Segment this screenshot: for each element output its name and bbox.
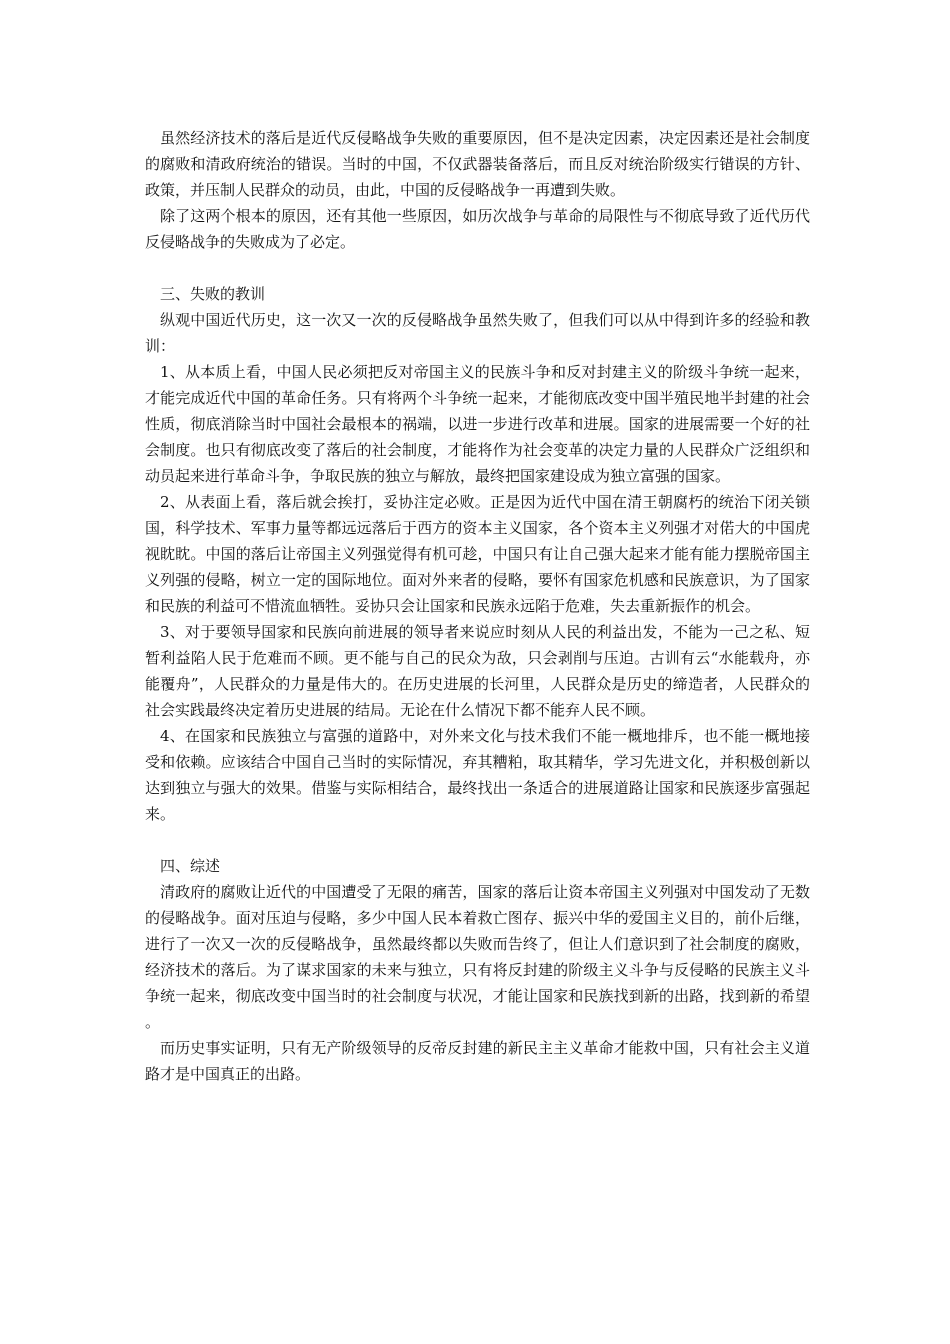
paragraph-lesson-2: 2、从表面上看，落后就会挨打，妥协注定必败。正是因为近代中国在清王朝腐朽的统治下闭关锁国，科学技术、军事力量等都远远落后于西方的资本主义国家，各个资本主义列强才对偌大的中国虎视眈眈。中国的落后让帝国主义列强觉得有机可趁，中国只有让自己强大起来才能有能力摆脱帝国主义列强的侵略，树立一定的国际地位。面对外来者的侵略，要怀有国家危机感和民族意识，为了国家和民族的利益可不惜流血牺牲。妥协只会让国家和民族永远陷于危难，失去重新振作的机会。 xyxy=(145,493,810,615)
section-gap xyxy=(145,255,810,281)
paragraph-lessons-intro: 纵观中国近代历史，这一次又一次的反侵略战争虽然失败了，但我们可以从中得到许多的经验和教训： xyxy=(145,311,810,355)
paragraph-summary-2: 而历史事实证明，只有无产阶级领导的反帝反封建的新民主主义革命才能救中国，只有社会主义道路才是中国真正的出路。 xyxy=(145,1039,810,1083)
paragraph-other-causes: 除了这两个根本的原因，还有其他一些原因，如历次战争与革命的局限性与不彻底导致了近代历代反侵略战争的失败成为了必定。 xyxy=(145,207,810,251)
section-heading-lessons: 三、失败的教训 xyxy=(160,285,266,303)
document-page xyxy=(145,125,810,1087)
paragraph-summary-1: 清政府的腐败让近代的中国遭受了无限的痛苦，国家的落后让资本帝国主义列强对中国发动了无数的侵略战争。面对压迫与侵略，多少中国人民本着救亡图存、振兴中华的爱国主义目的，前仆后继，进行了一次又一次的反侵略战争，虽然最终都以失败而告终了，但让人们意识到了社会制度的腐败，经济技术的落后。为了谋求国家的未来与独立，只有将反封建的阶级主义斗争与反侵略的民族主义斗争统一起来，彻底改变中国当时的社会制度与状况，才能让国家和民族找到新的出路，找到新的希望。 xyxy=(145,883,810,1031)
section-gap xyxy=(145,827,810,853)
paragraph-lesson-3: 3、对于要领导国家和民族向前进展的领导者来说应时刻从人民的利益出发，不能为一己之私、短暂利益陷人民于危难而不顾。更不能与自己的民众为敌，只会剥削与压迫。古训有云“水能载舟，亦能覆舟”，人民群众的力量是伟大的。在历史进展的长河里，人民群众是历史的缔造者，人民群众的社会实践最终决定着历史进展的结局。无论在什么情况下都不能弃人民不顾。 xyxy=(145,623,810,719)
section-heading-summary: 四、综述 xyxy=(160,857,221,875)
paragraph-lesson-1: 1、从本质上看，中国人民必须把反对帝国主义的民族斗争和反对封建主义的阶级斗争统一起来，才能完成近代中国的革命任务。只有将两个斗争统一起来，才能彻底改变中国半殖民地半封建的社会性质，彻底消除当时中国社会最根本的祸端，以进一步进行改革和进展。国家的进展需要一个好的社会制度。也只有彻底改变了落后的社会制度，才能将作为社会变革的决定力量的人民群众广泛组织和动员起来进行革命斗争，争取民族的独立与解放，最终把国家建设成为独立富强的国家。 xyxy=(145,363,810,485)
paragraph-lesson-4: 4、在国家和民族独立与富强的道路中，对外来文化与技术我们不能一概地排斥，也不能一概地接受和依赖。应该结合中国自己当时的实际情况，弃其糟粕，取其精华，学习先进文化，并积极创新以达到独立与强大的效果。借鉴与实际相结合，最终找出一条适合的进展道路让国家和民族逐步富强起来。 xyxy=(145,727,810,823)
paragraph-failure-causes: 虽然经济技术的落后是近代反侵略战争失败的重要原因，但不是决定因素，决定因素还是社会制度的腐败和清政府统治的错误。当时的中国，不仅武器装备落后，而且反对统治阶级实行错误的方针、政策，并压制人民群众的动员，由此，中国的反侵略战争一再遭到失败。 xyxy=(145,129,810,199)
